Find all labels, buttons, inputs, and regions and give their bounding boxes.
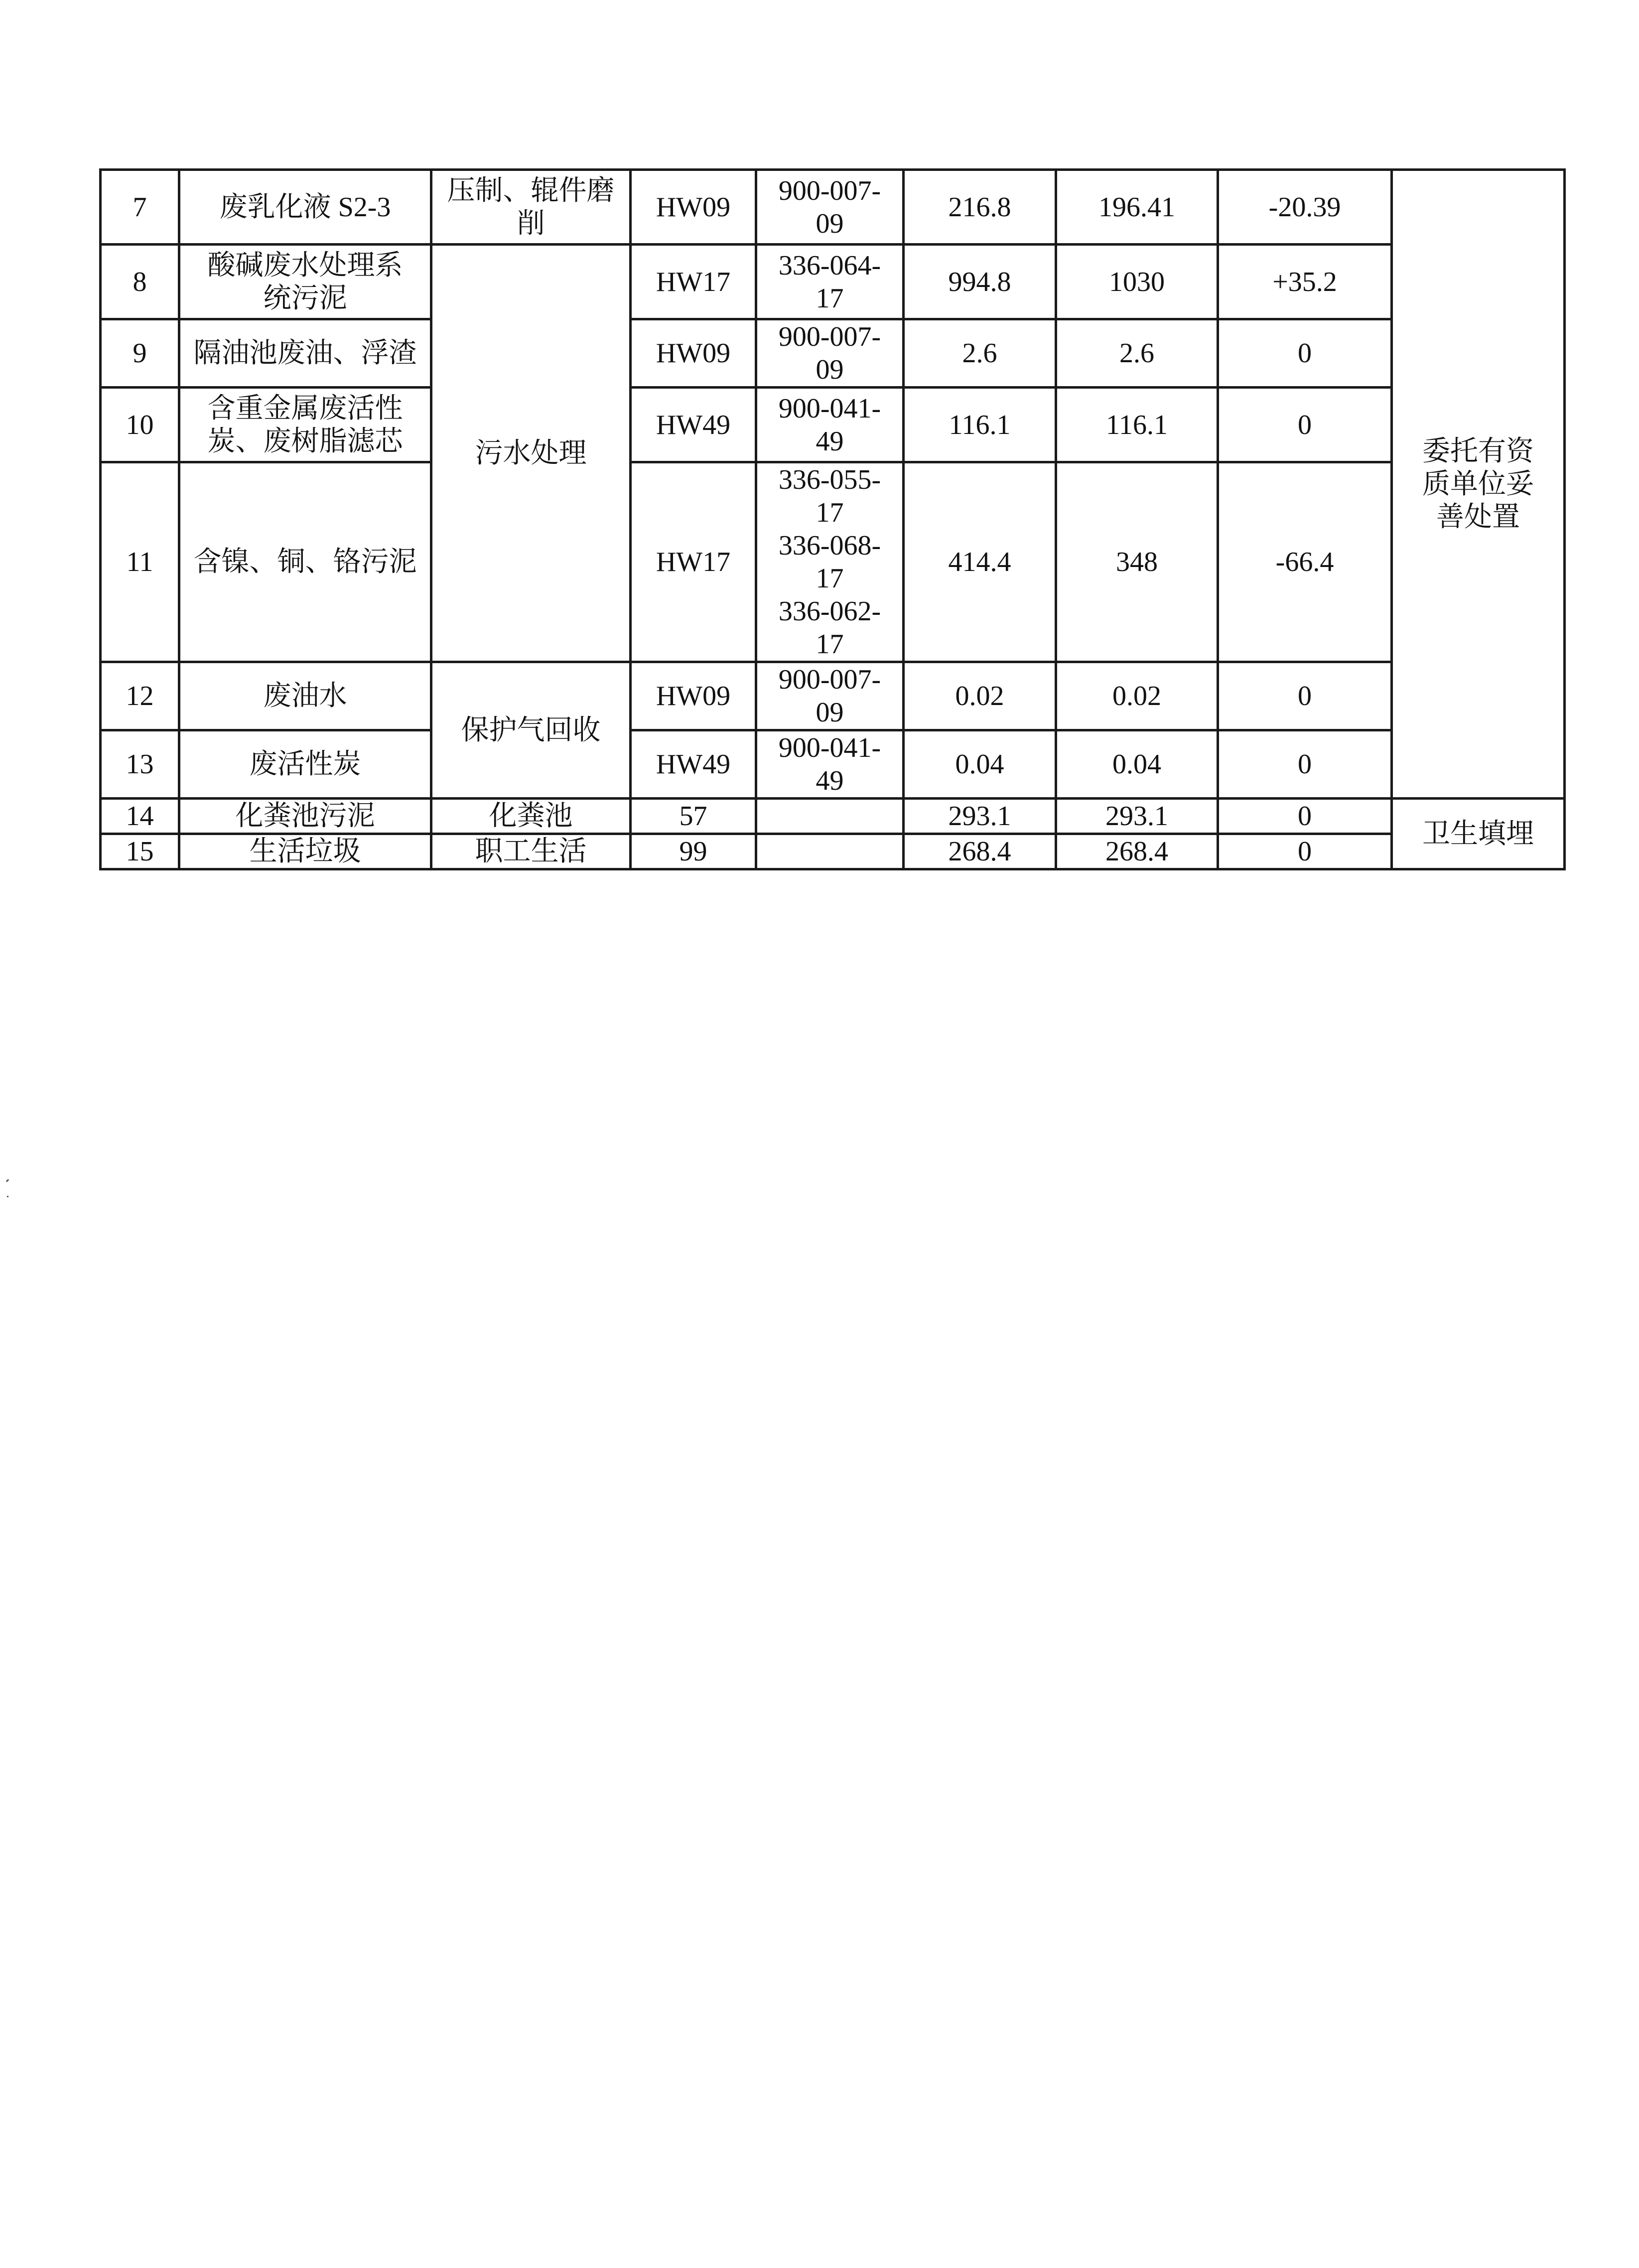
waste-name [179, 462, 431, 662]
waste-category: HW49 [631, 388, 756, 462]
waste-category: 57 [631, 799, 756, 834]
waste-name [179, 662, 431, 730]
table-row [101, 388, 1565, 462]
cell-line: 化粪池 [489, 801, 573, 832]
amount-before: 293.1 [904, 799, 1056, 834]
amount-after: 1030 [1056, 245, 1218, 319]
table-row [101, 799, 1565, 834]
waste-name [179, 319, 431, 388]
row-number: 11 [101, 462, 179, 662]
table-row [101, 319, 1565, 388]
waste-category: HW09 [631, 319, 756, 388]
cell-line: 隔油池废油、浮渣 [193, 338, 417, 369]
cell-line: 废油水 [263, 681, 347, 711]
row-number: 14 [101, 799, 179, 834]
row-number: 10 [101, 388, 179, 462]
amount-change: 0 [1218, 730, 1392, 799]
row-number: 8 [101, 245, 179, 319]
table-row [101, 730, 1565, 799]
cell-line: 委托有资 [1422, 435, 1534, 467]
cell-line: 336-064- [778, 250, 881, 281]
cell-line: 900-007- [778, 664, 881, 695]
amount-change: +35.2 [1218, 245, 1392, 319]
cell-line: 炭、废树脂滤芯 [207, 425, 403, 457]
waste-code [756, 319, 904, 388]
waste-name [179, 245, 431, 319]
row-number: 12 [101, 662, 179, 730]
cell-line: 含重金属废活性 [207, 393, 403, 424]
cell-line: 酸碱废水处理系 [207, 250, 403, 281]
cell-line: 保护气回收 [461, 714, 601, 746]
waste-source [431, 170, 631, 245]
waste-code [756, 388, 904, 462]
waste-source [431, 799, 631, 834]
cell-line: 17 [816, 629, 844, 660]
cell-line: 废活性炭 [249, 749, 361, 780]
cell-line: 900-007- [778, 321, 881, 352]
waste-source-merged [431, 245, 631, 662]
row-number: 7 [101, 170, 179, 245]
waste-category: HW49 [631, 730, 756, 799]
cell-line: 卫生填埋 [1422, 818, 1534, 850]
cell-line: 49 [816, 425, 844, 457]
amount-change: -20.39 [1218, 170, 1392, 245]
cell-line: 900-041- [778, 732, 881, 763]
table-row [101, 662, 1565, 730]
amount-before: 994.8 [904, 245, 1056, 319]
cell-line: 含镍、铜、铬污泥 [193, 547, 417, 577]
table-row [101, 245, 1565, 319]
scan-speck [6, 1179, 9, 1182]
table-row [101, 170, 1565, 245]
amount-change: 0 [1218, 662, 1392, 730]
waste-name [179, 730, 431, 799]
waste-name [179, 799, 431, 834]
cell-line: 17 [816, 497, 844, 528]
amount-after: 196.41 [1056, 170, 1218, 245]
cell-line: 336-062- [778, 596, 881, 627]
cell-line: 900-007- [778, 175, 881, 206]
amount-after: 0.02 [1056, 662, 1218, 730]
row-number: 15 [101, 834, 179, 869]
amount-change: 0 [1218, 319, 1392, 388]
amount-change: 0 [1218, 799, 1392, 834]
waste-category: HW09 [631, 170, 756, 245]
cell-line: 49 [816, 765, 844, 796]
cell-line: 统污泥 [263, 283, 347, 314]
cell-line: 生活垃圾 [249, 836, 361, 867]
table-row [101, 462, 1565, 662]
row-number: 9 [101, 319, 179, 388]
amount-before: 0.04 [904, 730, 1056, 799]
row-number: 13 [101, 730, 179, 799]
cell-line: 17 [816, 563, 844, 594]
amount-change: -66.4 [1218, 462, 1392, 662]
cell-line: 废乳化液 S2-3 [219, 191, 391, 223]
cell-line: 336-055- [778, 464, 881, 495]
waste-name [179, 834, 431, 869]
disposal-method-hazardous [1392, 170, 1565, 799]
cell-line: 污水处理 [475, 437, 587, 469]
cell-line: 化粪池污泥 [235, 801, 375, 832]
disposal-method-landfill [1392, 799, 1565, 869]
amount-before: 414.4 [904, 462, 1056, 662]
amount-after: 116.1 [1056, 388, 1218, 462]
waste-code [756, 462, 904, 662]
scan-speck [7, 1196, 8, 1197]
waste-code [756, 662, 904, 730]
cell-line: 336-068- [778, 530, 881, 561]
waste-category: 99 [631, 834, 756, 869]
amount-before: 216.8 [904, 170, 1056, 245]
waste-category: HW09 [631, 662, 756, 730]
cell-line: 职工生活 [475, 836, 587, 867]
waste-category: HW17 [631, 245, 756, 319]
waste-code [756, 170, 904, 245]
cell-line: 善处置 [1436, 501, 1520, 533]
cell-line: 压制、辊件磨 [447, 175, 615, 206]
amount-before: 0.02 [904, 662, 1056, 730]
waste-code [756, 834, 904, 869]
waste-code [756, 799, 904, 834]
amount-after: 268.4 [1056, 834, 1218, 869]
cell-line: 质单位妥 [1422, 468, 1534, 500]
amount-change: 0 [1218, 834, 1392, 869]
amount-before: 116.1 [904, 388, 1056, 462]
waste-source-merged [431, 662, 631, 799]
amount-after: 0.04 [1056, 730, 1218, 799]
amount-before: 2.6 [904, 319, 1056, 388]
cell-line: 900-041- [778, 393, 881, 424]
amount-after: 348 [1056, 462, 1218, 662]
amount-before: 268.4 [904, 834, 1056, 869]
waste-code [756, 730, 904, 799]
cell-line: 17 [816, 283, 844, 314]
cell-line: 09 [816, 697, 844, 728]
waste-category: HW17 [631, 462, 756, 662]
waste-code [756, 245, 904, 319]
solid-waste-table [99, 168, 1566, 870]
amount-after: 2.6 [1056, 319, 1218, 388]
cell-line: 削 [517, 208, 545, 239]
table-row [101, 834, 1565, 869]
amount-change: 0 [1218, 388, 1392, 462]
cell-line: 09 [816, 208, 844, 239]
waste-name [179, 170, 431, 245]
waste-source [431, 834, 631, 869]
cell-line: 09 [816, 354, 844, 385]
amount-after: 293.1 [1056, 799, 1218, 834]
waste-name [179, 388, 431, 462]
